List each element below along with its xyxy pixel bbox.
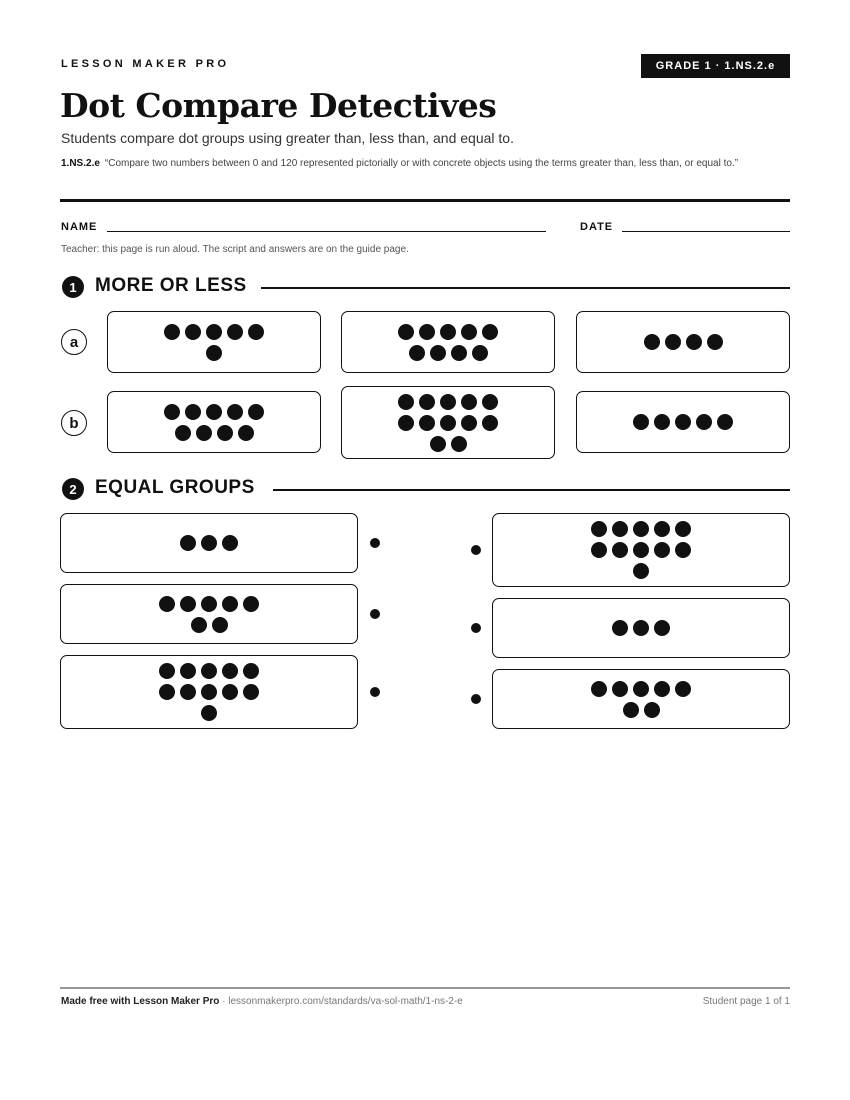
dot-box[interactable] — [107, 391, 321, 453]
dot-box[interactable] — [576, 391, 790, 453]
counting-dot — [164, 404, 180, 420]
counting-dot — [180, 663, 196, 679]
counting-dot — [222, 535, 238, 551]
counting-dot — [185, 324, 201, 340]
counting-dot — [633, 620, 649, 636]
counting-dot — [612, 681, 628, 697]
dot-row — [633, 414, 733, 430]
dot-row — [612, 620, 670, 636]
counting-dot — [217, 425, 233, 441]
dot-group — [633, 414, 733, 430]
counting-dot — [675, 681, 691, 697]
counting-dot — [717, 414, 733, 430]
counting-dot — [243, 684, 259, 700]
counting-dot — [227, 404, 243, 420]
footer-divider — [60, 987, 790, 989]
counting-dot — [180, 535, 196, 551]
counting-dot — [222, 663, 238, 679]
counting-dot — [201, 535, 217, 551]
counting-dot — [398, 324, 414, 340]
counting-dot — [633, 542, 649, 558]
footer-credit — [61, 996, 463, 1007]
match-point-left-1[interactable] — [370, 538, 380, 548]
counting-dot — [461, 415, 477, 431]
dot-row — [591, 521, 691, 537]
match-point-right-1[interactable] — [471, 545, 481, 555]
counting-dot — [248, 404, 264, 420]
counting-dot — [159, 663, 175, 679]
section-title-more-or-less: MORE OR LESS — [95, 275, 247, 296]
counting-dot — [482, 324, 498, 340]
counting-dot — [644, 334, 660, 350]
counting-dot — [159, 684, 175, 700]
section-number-2: 2 — [62, 478, 84, 500]
dot-row — [591, 542, 691, 558]
dot-row — [398, 394, 498, 410]
counting-dot — [419, 394, 435, 410]
dot-row — [409, 345, 488, 361]
grade-badge: GRADE 1 · 1.NS.2.e — [641, 54, 790, 78]
dot-group — [398, 324, 498, 361]
dot-row — [206, 345, 222, 361]
dot-row — [159, 596, 259, 612]
counting-dot — [612, 542, 628, 558]
dot-row — [430, 436, 467, 452]
dot-row — [398, 415, 498, 431]
date-label: DATE — [580, 221, 614, 233]
dot-box[interactable] — [60, 584, 358, 644]
counting-dot — [430, 345, 446, 361]
dot-group — [591, 521, 691, 579]
counting-dot — [430, 436, 446, 452]
row-label-a: a — [61, 329, 87, 355]
dot-box[interactable] — [576, 311, 790, 373]
match-point-right-2[interactable] — [471, 623, 481, 633]
counting-dot — [419, 415, 435, 431]
dot-row — [398, 324, 498, 340]
counting-dot — [461, 324, 477, 340]
dot-group — [398, 394, 498, 452]
counting-dot — [654, 521, 670, 537]
counting-dot — [591, 542, 607, 558]
standard-text: “Compare two numbers between 0 and 120 represented pictorially or with concrete objects using the terms greater than, less than, or equal to.” — [104, 158, 739, 169]
dot-box[interactable] — [492, 598, 790, 658]
dot-row — [201, 705, 217, 721]
section-number-1: 1 — [62, 276, 84, 298]
dot-group — [644, 334, 723, 350]
counting-dot — [440, 324, 456, 340]
counting-dot — [482, 415, 498, 431]
footer-page-number: Student page 1 of 1 — [702, 996, 790, 1007]
counting-dot — [675, 542, 691, 558]
counting-dot — [164, 324, 180, 340]
dot-group — [612, 620, 670, 636]
section-1-rule — [261, 287, 790, 289]
dot-row — [164, 404, 264, 420]
dot-group — [159, 663, 259, 721]
counting-dot — [482, 394, 498, 410]
counting-dot — [451, 436, 467, 452]
counting-dot — [654, 414, 670, 430]
dot-box[interactable] — [60, 655, 358, 729]
counting-dot — [696, 414, 712, 430]
counting-dot — [654, 542, 670, 558]
footer-url[interactable]: · lessonmakerpro.com/standards/va-sol-math/1-ns-2-e — [219, 996, 463, 1007]
counting-dot — [633, 414, 649, 430]
counting-dot — [222, 596, 238, 612]
section-title-equal-groups: EQUAL GROUPS — [95, 477, 255, 498]
counting-dot — [243, 663, 259, 679]
dot-group — [159, 596, 259, 633]
counting-dot — [398, 415, 414, 431]
counting-dot — [227, 324, 243, 340]
match-point-left-2[interactable] — [370, 609, 380, 619]
page-subtitle: Students compare dot groups using greater than, less than, and equal to. — [61, 130, 514, 146]
counting-dot — [633, 681, 649, 697]
counting-dot — [243, 596, 259, 612]
counting-dot — [654, 681, 670, 697]
row-label-b: b — [61, 410, 87, 436]
footer-made-with: Made free with Lesson Maker Pro — [61, 996, 220, 1007]
counting-dot — [591, 521, 607, 537]
dot-group — [180, 535, 238, 551]
dot-row — [159, 663, 259, 679]
dot-row — [191, 617, 228, 633]
counting-dot — [633, 521, 649, 537]
dot-group — [164, 404, 264, 441]
counting-dot — [185, 404, 201, 420]
counting-dot — [591, 681, 607, 697]
counting-dot — [238, 425, 254, 441]
dot-group — [591, 681, 691, 718]
name-line[interactable] — [107, 231, 546, 232]
counting-dot — [440, 394, 456, 410]
name-label: NAME — [61, 221, 98, 233]
standard-code: 1.NS.2.e — [61, 158, 100, 169]
counting-dot — [180, 596, 196, 612]
dot-row — [623, 702, 660, 718]
dot-box[interactable] — [341, 311, 555, 373]
counting-dot — [472, 345, 488, 361]
counting-dot — [201, 705, 217, 721]
counting-dot — [159, 596, 175, 612]
dot-row — [164, 324, 264, 340]
counting-dot — [180, 684, 196, 700]
counting-dot — [612, 620, 628, 636]
counting-dot — [654, 620, 670, 636]
counting-dot — [212, 617, 228, 633]
counting-dot — [633, 563, 649, 579]
dot-box[interactable] — [492, 669, 790, 729]
dot-row — [644, 334, 723, 350]
counting-dot — [461, 394, 477, 410]
counting-dot — [707, 334, 723, 350]
counting-dot — [206, 345, 222, 361]
counting-dot — [419, 324, 435, 340]
counting-dot — [201, 596, 217, 612]
dot-row — [591, 681, 691, 697]
counting-dot — [191, 617, 207, 633]
counting-dot — [644, 702, 660, 718]
dot-box[interactable] — [341, 386, 555, 459]
counting-dot — [398, 394, 414, 410]
counting-dot — [206, 404, 222, 420]
header-divider — [60, 199, 790, 202]
counting-dot — [206, 324, 222, 340]
counting-dot — [623, 702, 639, 718]
dot-row — [633, 563, 649, 579]
dot-box[interactable] — [107, 311, 321, 373]
counting-dot — [222, 684, 238, 700]
counting-dot — [675, 414, 691, 430]
section-2-rule — [273, 489, 790, 491]
standard-description — [61, 156, 791, 172]
counting-dot — [196, 425, 212, 441]
match-point-right-3[interactable] — [471, 694, 481, 704]
counting-dot — [201, 684, 217, 700]
dot-box[interactable] — [60, 513, 358, 573]
date-line[interactable] — [622, 231, 790, 232]
counting-dot — [675, 521, 691, 537]
counting-dot — [440, 415, 456, 431]
dot-row — [180, 535, 238, 551]
page-title: Dot Compare Detectives — [60, 86, 497, 125]
dot-box[interactable] — [492, 513, 790, 587]
counting-dot — [665, 334, 681, 350]
teacher-note: Teacher: this page is run aloud. The script and answers are on the guide page. — [61, 244, 409, 255]
match-point-left-3[interactable] — [370, 687, 380, 697]
dot-group — [164, 324, 264, 361]
counting-dot — [175, 425, 191, 441]
counting-dot — [686, 334, 702, 350]
counting-dot — [409, 345, 425, 361]
brand-name: LESSON MAKER PRO — [61, 58, 230, 70]
dot-row — [159, 684, 259, 700]
dot-row — [175, 425, 254, 441]
counting-dot — [248, 324, 264, 340]
counting-dot — [451, 345, 467, 361]
counting-dot — [201, 663, 217, 679]
counting-dot — [612, 521, 628, 537]
